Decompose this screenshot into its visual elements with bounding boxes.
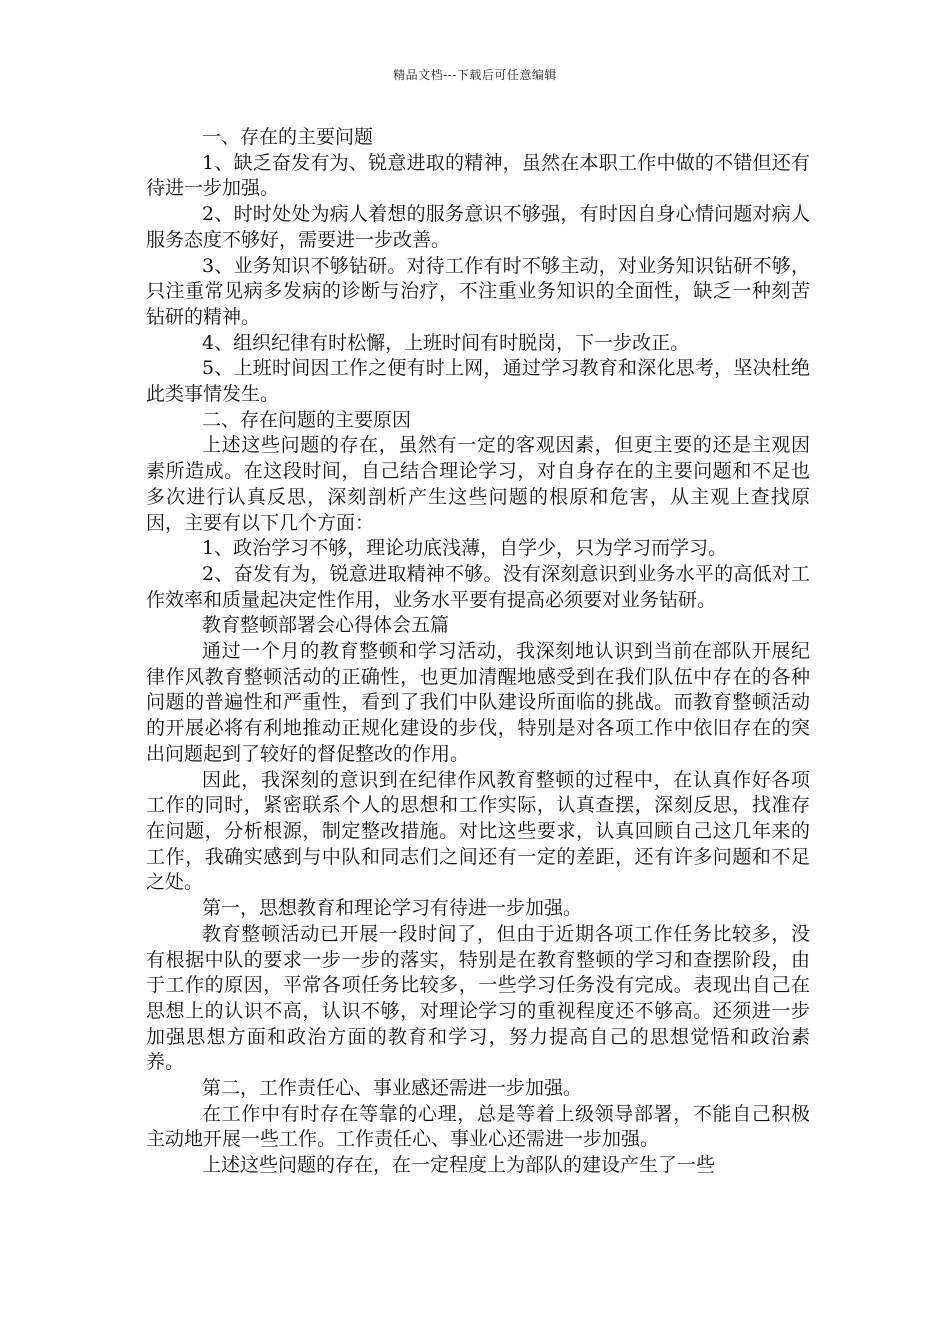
section-heading: 第二，工作责任心、事业感还需进一步加强。 bbox=[202, 1077, 583, 1100]
paragraph: 上述这些问题的存在，虽然有一定的客观因素，但更主要的还是主观因素所造成。在这段时间，自己结合理论学习，对自身存在的主要问题和不足也多次进行认真反思，深刻剖析产生这些问题的根原和危害，从主观上查找原因，主要有以下几个方面： bbox=[146, 434, 810, 534]
paragraph: 教育整顿活动已开展一段时间了，但由于近期各项工作任务比较多，没有根据中队的要求一步一步的落实，特别是在教育整顿的学习和查摆阶段，由于工作的原因，平常各项任务比较多，一些学习任务没有完成。表现出自己在思想上的认识不高，认识不够，对理论学习的重视程度还不够高。还须进一步加强思想方面和政治方面的教育和学习，努力提高自己的思想觉悟和政治素养。 bbox=[146, 922, 810, 1074]
paragraph: 在工作中有时存在等靠的心理，总是等着上级领导部署，不能自己积极主动地开展一些工作。工作责任心、事业心还需进一步加强。 bbox=[146, 1102, 810, 1151]
paragraph: 通过一个月的教育整顿和学习活动，我深刻地认识到当前在部队开展纪律作风教育整顿活动的正确性，也更加清醒地感受到在我们队伍中存在的各种问题的普遍性和严重性，看到了我们中队建设所面临的挑战。而教育整顿活动的开展必将有利地推动正规化建设的步伐，特别是对各项工作中依旧存在的突出问题起到了较好的督促整改的作用。 bbox=[146, 640, 810, 765]
paragraph: 上述这些问题的存在，在一定程度上为部队的建设产生了一些 bbox=[202, 1154, 716, 1177]
section-heading: 二、存在问题的主要原因 bbox=[202, 408, 412, 431]
paragraph: 因此，我深刻的意识到在纪律作风教育整顿的过程中，在认真作好各项工作的同时，紧密联系个人的思想和工作实际，认真查摆，深刻反思，找准存在问题，分析根源，制定整改措施。对比这些要求，认真回顾自己这几年来的工作，我确实感到与中队和同志们之间还有一定的差距，还有许多问题和不足之处。 bbox=[146, 768, 810, 894]
document-body bbox=[146, 125, 810, 1179]
section-heading: 第一，思想教育和理论学习有待进一步加强。 bbox=[202, 897, 583, 920]
paragraph: 5、上班时间因工作之便有时上网，通过学习教育和深化思考，坚决杜绝此类事情发生。 bbox=[146, 357, 810, 406]
section-heading: 教育整顿部署会心得体会五篇 bbox=[202, 614, 450, 637]
paragraph: 3、业务知识不够钻研。对待工作有时不够主动，对业务知识钻研不够，只注重常见病多发病的诊断与治疗，不注重业务知识的全面性，缺乏一种刻苦钻研的精神。 bbox=[146, 254, 810, 328]
paragraph: 2、时时处处为病人着想的服务意识不够强，有时因自身心情问题对病人服务态度不够好，需要进一步改善。 bbox=[146, 203, 810, 251]
paragraph: 1、缺乏奋发有为、锐意进取的精神，虽然在本职工作中做的不错但还有待进一步加强。 bbox=[146, 151, 810, 200]
paragraph: 1、政治学习不够，理论功底浅薄，自学少，只为学习而学习。 bbox=[202, 537, 728, 560]
page-header: 精品文档---下载后可任意编辑 bbox=[393, 68, 557, 82]
paragraph: 2、奋发有为，锐意进取精神不够。没有深刻意识到业务水平的高低对工作效率和质量起决定性作用，业务水平要有提高必须要对业务钻研。 bbox=[146, 562, 810, 611]
paragraph: 4、组织纪律有时松懈，上班时间有时脱岗，下一步改正。 bbox=[202, 331, 690, 354]
section-heading: 一、存在的主要问题 bbox=[202, 126, 374, 148]
